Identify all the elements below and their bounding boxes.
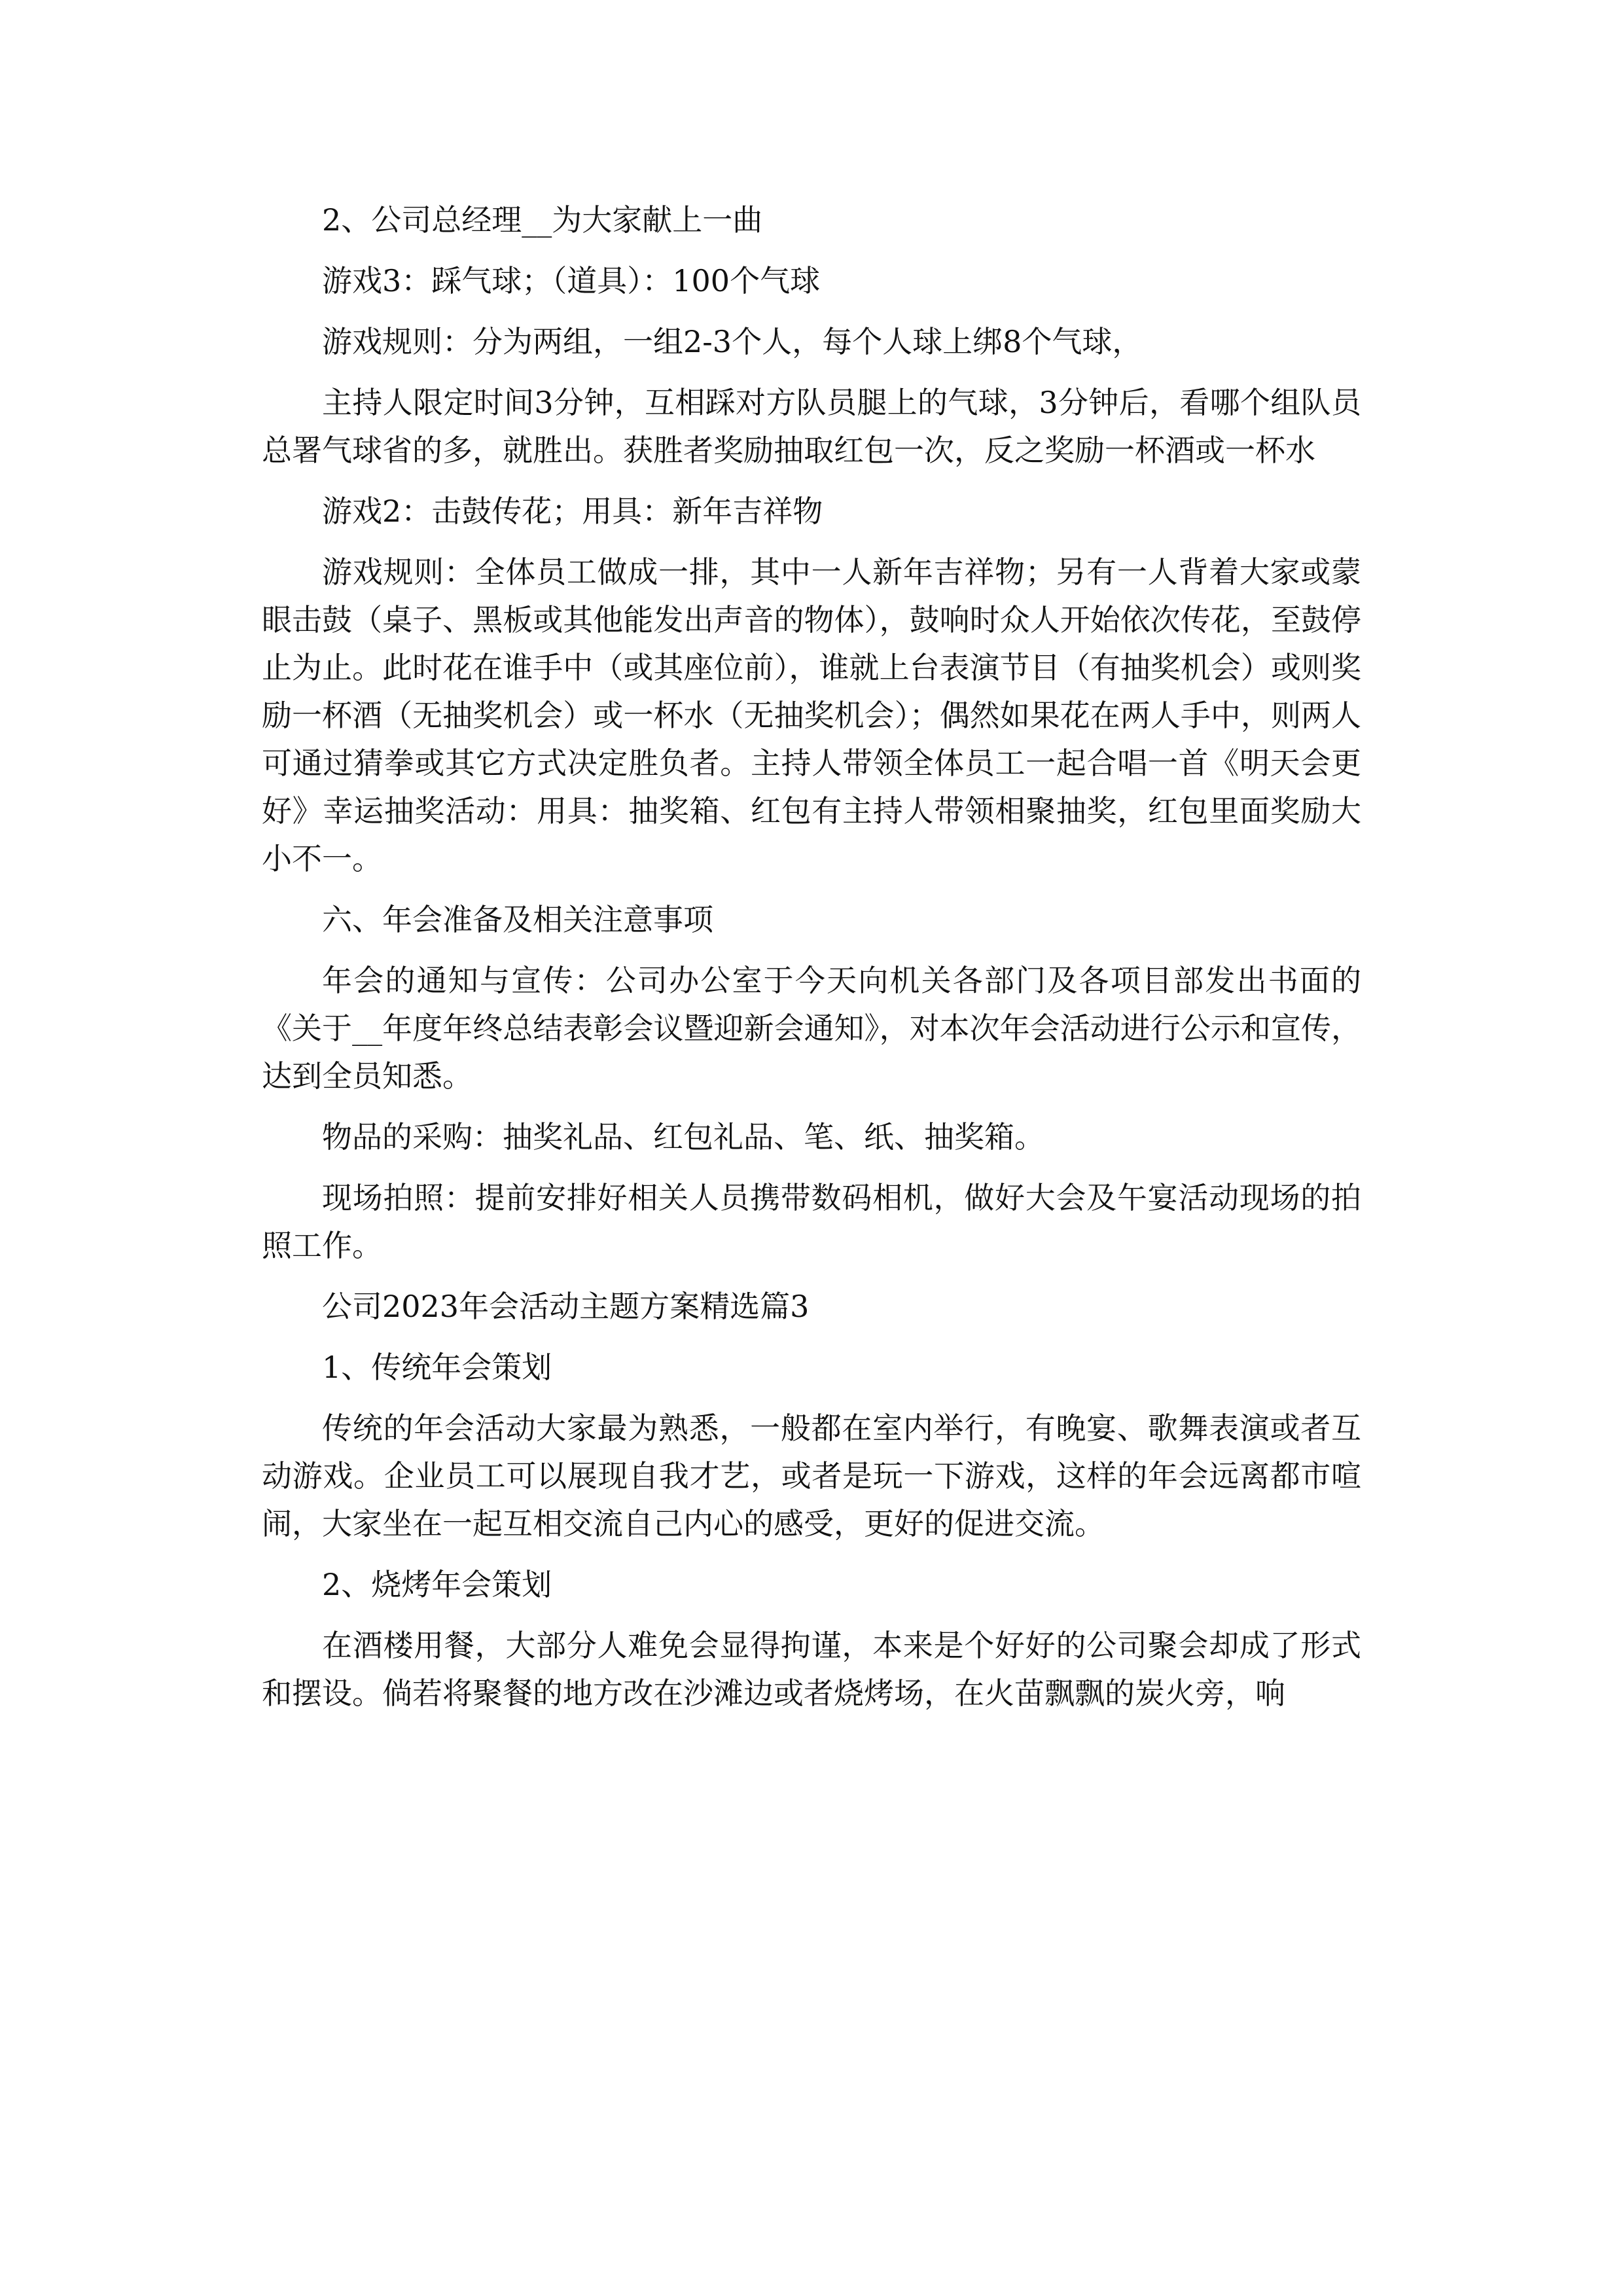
paragraph: 游戏2：击鼓传花；用具：新年吉祥物 (322, 493, 823, 529)
paragraph: 现场拍照：提前安排好相关人员携带数码相机，做好大会及午宴活动现场的拍照工作。 (262, 1180, 1361, 1263)
paragraph: 主持人限定时间3分钟，互相踩对方队员腿上的气球，3分钟后，看哪个组队员总署气球省的多，就胜出。获胜者奖励抽取红包一次，反之奖励一杯酒或一杯水 (262, 385, 1361, 468)
paragraph: 在酒楼用餐，大部分人难免会显得拘谨，本来是个好好的公司聚会却成了形式和摆设。倘若将聚餐的地方改在沙滩边或者烧烤场，在火苗飘飘的炭火旁，响 (262, 1628, 1361, 1711)
section-heading: 六、年会准备及相关注意事项 (322, 902, 713, 937)
section-heading: 2、烧烤年会策划 (322, 1567, 552, 1602)
paragraph: 2、公司总经理__为大家献上一曲 (322, 202, 763, 238)
document-body (262, 196, 1361, 1731)
paragraph: 传统的年会活动大家最为熟悉，一般都在室内举行，有晚宴、歌舞表演或者互动游戏。企业员工可以展现自我才艺，或者是玩一下游戏，这样的年会远离都市喧闹，大家坐在一起互相交流自己内心的感受，更好的促进交流。 (262, 1410, 1361, 1541)
section-heading: 1、传统年会策划 (322, 1350, 552, 1385)
section-heading: 公司2023年会活动主题方案精选篇3 (322, 1289, 810, 1324)
paragraph: 游戏3：踩气球；（道具）：100个气球 (322, 263, 821, 298)
paragraph: 物品的采购：抽奖礼品、红包礼品、笔、纸、抽奖箱。 (322, 1119, 1044, 1155)
paragraph: 游戏规则：分为两组，一组2-3个人，每个人球上绑8个气球， (322, 324, 1143, 359)
paragraph: 年会的通知与宣传：公司办公室于今天向机关各部门及各项目部发出书面的《关于__年度年终总结表彰会议暨迎新会通知》，对本次年会活动进行公示和宣传，达到全员知悉。 (262, 963, 1361, 1094)
paragraph: 游戏规则：全体员工做成一排，其中一人新年吉祥物；另有一人背着大家或蒙眼击鼓（桌子、黑板或其他能发出声音的物体），鼓响时众人开始依次传花，至鼓停止为止。此时花在谁手中（或其座位前），谁就上台表演节目（有抽奖机会）或则奖励一杯酒（无抽奖机会）或一杯水（无抽奖机会）；偶然如果花在两人手中，则两人可通过猜拳或其它方式决定胜负者。主持人带领全体员工一起合唱一首《明天会更好》幸运抽奖活动：用具：抽奖箱、红包有主持人带领相聚抽奖，红包里面奖励大小不一。 (262, 554, 1361, 876)
